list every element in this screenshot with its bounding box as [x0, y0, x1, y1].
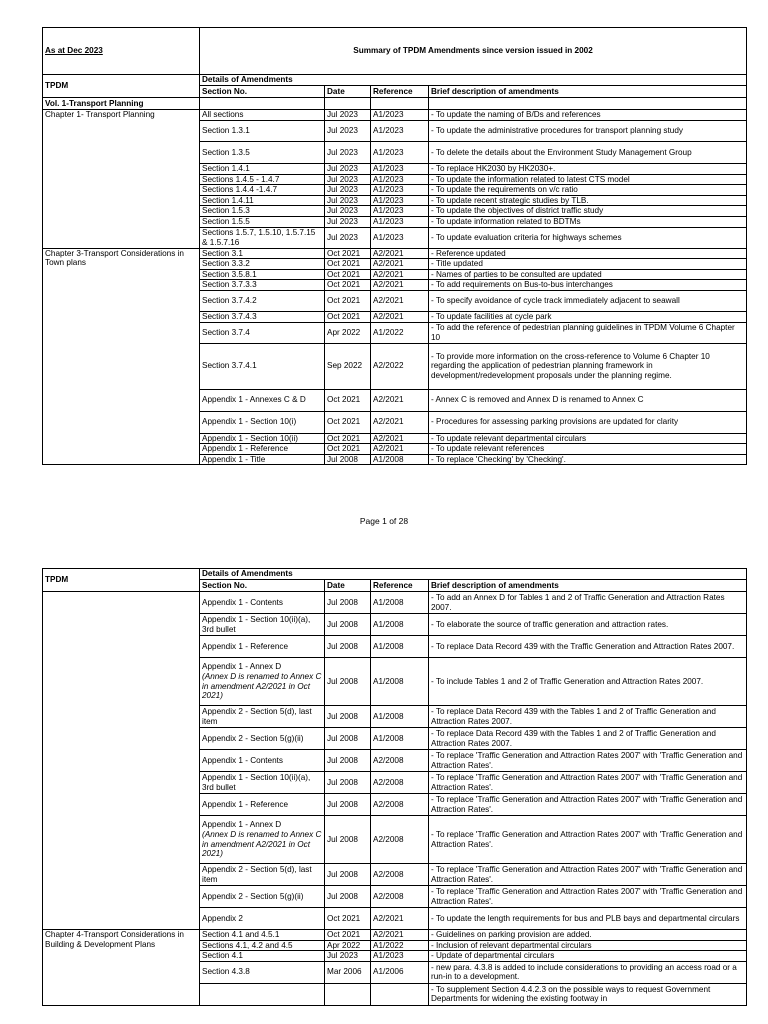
- date-cell: Jul 2008: [325, 794, 371, 816]
- date-cell: Jul 2008: [325, 816, 371, 864]
- reference-cell: A1/2008: [371, 614, 429, 636]
- section-cell: [200, 411, 325, 433]
- description-cell: - To update the requirements on v/c ratio: [429, 185, 747, 196]
- section-no: Appendix 2 - Section 5(g)(ii): [202, 733, 304, 743]
- description-cell: - To update the objectives of district traffic study: [429, 206, 747, 217]
- col-date-header: Date: [325, 86, 371, 98]
- section-cell: [200, 248, 325, 259]
- reference-cell: A1/2008: [371, 592, 429, 614]
- description-cell: - To update the length requirements for bus and PLB bays and departmental circulars: [429, 908, 747, 930]
- section-cell: [200, 728, 325, 750]
- reference-cell: A1/2023: [371, 110, 429, 121]
- description-cell: - Update of departmental circulars: [429, 951, 747, 962]
- date-cell: Jul 2023: [325, 195, 371, 206]
- description-cell: - To update relevant departmental circulars: [429, 433, 747, 444]
- date-cell: Jul 2023: [325, 227, 371, 248]
- section-cell: [200, 269, 325, 280]
- description-cell: - Inclusion of relevant departmental circulars: [429, 940, 747, 951]
- date-cell: Sep 2022: [325, 343, 371, 389]
- table-row: [43, 592, 747, 614]
- section-no: Section 1.4.1: [202, 164, 250, 173]
- date-cell: Jul 2008: [325, 454, 371, 465]
- description-cell: - To add requirements on Bus-to-bus interchanges: [429, 280, 747, 291]
- description-cell: - To replace 'Traffic Generation and Attraction Rates 2007' with 'Traffic Generation and Attraction Rates'.: [429, 864, 747, 886]
- reference-cell: A1/2008: [371, 706, 429, 728]
- col-reference-header: Reference: [371, 580, 429, 592]
- date-cell: Jul 2023: [325, 951, 371, 962]
- description-cell: - To add an Annex D for Tables 1 and 2 of Traffic Generation and Attraction Rates 2007.: [429, 592, 747, 614]
- col-section-header: Section No.: [200, 580, 325, 592]
- col-tpdm-header: TPDM: [43, 569, 200, 592]
- section-cell: [200, 658, 325, 706]
- section-cell: [200, 706, 325, 728]
- reference-cell: A2/2021: [371, 411, 429, 433]
- description-cell: - To delete the details about the Environment Study Management Group: [429, 142, 747, 164]
- reference-cell: A1/2023: [371, 164, 429, 175]
- reference-cell: A2/2008: [371, 772, 429, 794]
- section-cell: [200, 174, 325, 185]
- section-no: Appendix 1 - Reference: [202, 799, 289, 809]
- section-no: Section 3.1: [202, 248, 243, 258]
- section-no: Appendix 1 - Reference: [202, 444, 289, 454]
- date-cell: Jul 2008: [325, 636, 371, 658]
- section-no: Section 1.3.1: [202, 126, 250, 136]
- reference-cell: A1/2023: [371, 216, 429, 227]
- section-cell: [200, 389, 325, 411]
- section-no: Section 3.7.4.2: [202, 296, 257, 306]
- section-no: Appendix 1 - Reference: [202, 641, 289, 651]
- section-no: Appendix 1 - Annex D: [202, 820, 282, 830]
- description-cell: - To replace 'Traffic Generation and Attraction Rates 2007' with 'Traffic Generation and Attraction Rates'.: [429, 886, 747, 908]
- reference-cell: A1/2023: [371, 951, 429, 962]
- chapter-label: Chapter 4-Transport Considerations in Building & Development Plans: [43, 930, 200, 1006]
- description-cell: - To provide more information on the cross-reference to Volume 6 Chapter 10 regarding the application of pedestrian planning framework in development/redevelopment proposals under the planning regime.: [429, 343, 747, 389]
- section-no: Appendix 1 - Section 10(ii)(a), 3rd bullet: [202, 614, 311, 634]
- description-cell: - To replace HK2030 by HK2030+.: [429, 164, 747, 175]
- reference-cell: A1/2023: [371, 206, 429, 217]
- description-cell: - To update the naming of B/Ds and references: [429, 110, 747, 121]
- col-tpdm-header: TPDM: [43, 75, 200, 98]
- date-cell: Jul 2008: [325, 772, 371, 794]
- date-cell: Jul 2023: [325, 185, 371, 196]
- date-cell: Oct 2021: [325, 259, 371, 270]
- description-cell: - Title updated: [429, 259, 747, 270]
- section-cell: [200, 121, 325, 142]
- description-cell: - To replace Data Record 439 with the Tables 1 and 2 of Traffic Generation and Attraction Rates 2007.: [429, 728, 747, 750]
- date-cell: Apr 2022: [325, 940, 371, 951]
- date-cell: Jul 2023: [325, 174, 371, 185]
- date-cell: Jul 2008: [325, 592, 371, 614]
- section-cell: [200, 290, 325, 311]
- volume-heading: Vol. 1-Transport Planning: [43, 98, 200, 110]
- section-no: Section 4.3.8: [202, 967, 250, 977]
- section-no: Appendix 2 - Section 5(g)(ii): [202, 891, 304, 901]
- section-no: Section 3.7.4.3: [202, 311, 257, 321]
- description-cell: - Reference updated: [429, 248, 747, 259]
- reference-cell: A2/2021: [371, 248, 429, 259]
- col-reference-header: Reference: [371, 86, 429, 98]
- reference-cell: A1/2023: [371, 185, 429, 196]
- date-cell: Jul 2008: [325, 614, 371, 636]
- section-cell: [200, 864, 325, 886]
- date-cell: Jul 2008: [325, 886, 371, 908]
- col-date-header: Date: [325, 580, 371, 592]
- reference-cell: A2/2008: [371, 886, 429, 908]
- reference-cell: [371, 983, 429, 1005]
- section-cell: [200, 343, 325, 389]
- date-cell: Jul 2008: [325, 750, 371, 772]
- section-no: Appendix 1 - Contents: [202, 597, 284, 607]
- section-cell: [200, 206, 325, 217]
- reference-cell: A2/2008: [371, 750, 429, 772]
- section-cell: [200, 951, 325, 962]
- section-cell: [200, 311, 325, 322]
- reference-cell: A1/2008: [371, 454, 429, 465]
- description-cell: - Annex C is removed and Annex D is renamed to Annex C: [429, 389, 747, 411]
- col-description-header: Brief description of amendments: [429, 86, 747, 98]
- description-cell: - To update the administrative procedures for transport planning study: [429, 121, 747, 142]
- date-cell: Oct 2021: [325, 269, 371, 280]
- reference-cell: A1/2023: [371, 195, 429, 206]
- date-cell: Jul 2008: [325, 864, 371, 886]
- description-cell: - To specify avoidance of cycle track immediately adjacent to seawall: [429, 290, 747, 311]
- description-cell: - To replace 'Traffic Generation and Attraction Rates 2007' with 'Traffic Generation and Attraction Rates'.: [429, 772, 747, 794]
- section-no: Sections 1.4.5 - 1.4.7: [202, 174, 280, 184]
- chapter-label: Chapter 3-Transport Considerations in Town plans: [43, 248, 200, 465]
- section-no: Section 3.3.2: [202, 259, 250, 269]
- reference-cell: A1/2023: [371, 121, 429, 142]
- date-cell: Oct 2021: [325, 444, 371, 455]
- description-cell: - To update evaluation criteria for highways schemes: [429, 227, 747, 248]
- description-cell: - To update the information related to latest CTS model: [429, 174, 747, 185]
- section-cell: [200, 164, 325, 175]
- reference-cell: A2/2008: [371, 816, 429, 864]
- page-title: Summary of TPDM Amendments since version issued in 2002: [200, 28, 747, 75]
- section-cell: [200, 227, 325, 248]
- section-no: Section 1.5.5: [202, 216, 250, 226]
- section-no: Appendix 1 - Section 10(ii): [202, 433, 299, 443]
- section-no: Sections 1.4.4 -1.4.7: [202, 185, 278, 195]
- section-cell: [200, 772, 325, 794]
- col-section-header: Section No.: [200, 86, 325, 98]
- chapter-label: Chapter 1- Transport Planning: [43, 110, 200, 249]
- section-no: Appendix 1 - Section 10(ii)(a), 3rd bullet: [202, 772, 311, 792]
- section-cell: [200, 110, 325, 121]
- chapter-cell: [43, 592, 200, 930]
- section-no: Section 3.5.8.1: [202, 269, 257, 279]
- description-cell: - To replace 'Traffic Generation and Attraction Rates 2007' with 'Traffic Generation and Attraction Rates'.: [429, 816, 747, 864]
- table-row: [43, 930, 747, 941]
- date-cell: Oct 2021: [325, 280, 371, 291]
- reference-cell: A2/2021: [371, 930, 429, 941]
- description-cell: - To replace 'Checking' by 'Checking'.: [429, 454, 747, 465]
- date-cell: Jul 2023: [325, 110, 371, 121]
- reference-cell: A2/2021: [371, 389, 429, 411]
- reference-cell: A2/2021: [371, 290, 429, 311]
- reference-cell: A1/2023: [371, 174, 429, 185]
- section-cell: [200, 454, 325, 465]
- date-cell: Oct 2021: [325, 389, 371, 411]
- section-cell: [200, 794, 325, 816]
- col-details-header: Details of Amendments: [200, 75, 747, 86]
- section-no: Section 4.1: [202, 951, 243, 961]
- date-cell: Jul 2008: [325, 706, 371, 728]
- date-cell: Jul 2023: [325, 164, 371, 175]
- date-cell: Jul 2008: [325, 728, 371, 750]
- description-cell: - Guidelines on parking provision are added.: [429, 930, 747, 941]
- table-row: [43, 110, 747, 121]
- reference-cell: A1/2023: [371, 227, 429, 248]
- section-cell: [200, 930, 325, 941]
- section-note: (Annex D is renamed to Annex C in amendment A2/2021 in Oct 2021): [202, 671, 322, 701]
- date-cell: Jul 2023: [325, 121, 371, 142]
- description-cell: - To include Tables 1 and 2 of Traffic Generation and Attraction Rates 2007.: [429, 658, 747, 706]
- description-cell: - Names of parties to be consulted are updated: [429, 269, 747, 280]
- reference-cell: A2/2021: [371, 444, 429, 455]
- description-cell: - Procedures for assessing parking provisions are updated for clarity: [429, 411, 747, 433]
- reference-cell: A2/2021: [371, 311, 429, 322]
- reference-cell: A1/2008: [371, 728, 429, 750]
- section-no: Appendix 1 - Title: [202, 454, 266, 464]
- section-cell: [200, 614, 325, 636]
- date-cell: Oct 2021: [325, 411, 371, 433]
- reference-cell: A2/2021: [371, 280, 429, 291]
- description-cell: - new para. 4.3.8 is added to include considerations to providing an access road or a run-in to a development.: [429, 961, 747, 983]
- date-cell: Oct 2021: [325, 908, 371, 930]
- reference-cell: A1/2006: [371, 961, 429, 983]
- description-cell: - To replace 'Traffic Generation and Attraction Rates 2007' with 'Traffic Generation and Attraction Rates'.: [429, 750, 747, 772]
- description-cell: - To update information related to BDTMs: [429, 216, 747, 227]
- date-cell: Oct 2021: [325, 311, 371, 322]
- description-cell: - To elaborate the source of traffic generation and attraction rates.: [429, 614, 747, 636]
- section-no: Appendix 1 - Contents: [202, 755, 284, 765]
- section-cell: [200, 636, 325, 658]
- table-row: [43, 248, 747, 259]
- section-cell: [200, 908, 325, 930]
- reference-cell: A2/2008: [371, 794, 429, 816]
- description-cell: - To update recent strategic studies by TLB.: [429, 195, 747, 206]
- section-no: Appendix 1 - Section 10(i): [202, 417, 297, 427]
- section-no: Appendix 2 - Section 5(d), last item: [202, 706, 312, 726]
- section-cell: [200, 940, 325, 951]
- section-no: Section 3.7.4: [202, 327, 250, 337]
- reference-cell: A1/2022: [371, 322, 429, 343]
- amendments-table-page-1: [42, 27, 747, 465]
- page-number: Page 1 of 28: [359, 516, 409, 526]
- description-cell: - To update relevant references: [429, 444, 747, 455]
- section-cell: [200, 816, 325, 864]
- description-cell: - To add the reference of pedestrian planning guidelines in TPDM Volume 6 Chapter 10: [429, 322, 747, 343]
- section-cell: [200, 195, 325, 206]
- description-cell: - To replace 'Traffic Generation and Attraction Rates 2007' with 'Traffic Generation and Attraction Rates'.: [429, 794, 747, 816]
- reference-cell: A2/2021: [371, 908, 429, 930]
- reference-cell: A2/2021: [371, 259, 429, 270]
- reference-cell: A1/2008: [371, 636, 429, 658]
- section-no: Appendix 2: [202, 913, 243, 923]
- col-details-header: Details of Amendments: [200, 569, 747, 580]
- section-no: Appendix 1 - Annexes C & D: [202, 395, 306, 405]
- section-no: Section 3.7.3.3: [202, 280, 257, 290]
- section-cell: [200, 961, 325, 983]
- description-cell: - To update facilities at cycle park: [429, 311, 747, 322]
- date-cell: Oct 2021: [325, 248, 371, 259]
- section-note: (Annex D is renamed to Annex C in amendment A2/2021 in Oct 2021): [202, 829, 322, 859]
- date-cell: Apr 2022: [325, 322, 371, 343]
- date-cell: Jul 2023: [325, 206, 371, 217]
- description-cell: - To supplement Section 4.4.2.3 on the possible ways to request Government Departments for widening the existing footway in: [429, 983, 747, 1005]
- section-no: Sections 1.5.7, 1.5.10, 1.5.7.15 & 1.5.7.16: [202, 227, 316, 247]
- date-cell: Oct 2021: [325, 433, 371, 444]
- section-cell: [200, 142, 325, 164]
- as-at-date: As at Dec 2023: [43, 28, 200, 75]
- section-cell: [200, 216, 325, 227]
- section-cell: [200, 592, 325, 614]
- section-cell: [200, 750, 325, 772]
- section-no: Section 1.3.5: [202, 147, 250, 157]
- reference-cell: A2/2022: [371, 343, 429, 389]
- date-cell: Jul 2023: [325, 216, 371, 227]
- date-cell: Oct 2021: [325, 930, 371, 941]
- section-no: Sections 4.1, 4.2 and 4.5: [202, 940, 293, 950]
- section-cell: [200, 322, 325, 343]
- section-no: Section 3.7.4.1: [202, 361, 257, 371]
- date-cell: Jul 2008: [325, 658, 371, 706]
- section-no: Section 4.1 and 4.5.1: [202, 930, 280, 939]
- section-no: Section 1.4.11: [202, 195, 254, 205]
- section-cell: [200, 983, 325, 1005]
- reference-cell: A1/2022: [371, 940, 429, 951]
- section-no: Appendix 1 - Annex D: [202, 662, 282, 672]
- section-cell: [200, 185, 325, 196]
- description-cell: - To replace Data Record 439 with the Traffic Generation and Attraction Rates 2007.: [429, 636, 747, 658]
- reference-cell: A1/2023: [371, 142, 429, 164]
- section-cell: [200, 280, 325, 291]
- section-no: Appendix 2 - Section 5(d), last item: [202, 864, 312, 884]
- date-cell: Oct 2021: [325, 290, 371, 311]
- reference-cell: A1/2008: [371, 658, 429, 706]
- description-cell: - To replace Data Record 439 with the Tables 1 and 2 of Traffic Generation and Attraction Rates 2007.: [429, 706, 747, 728]
- reference-cell: A2/2008: [371, 864, 429, 886]
- section-no: All sections: [202, 110, 244, 120]
- date-cell: [325, 983, 371, 1005]
- section-cell: [200, 886, 325, 908]
- col-description-header: Brief description of amendments: [429, 580, 747, 592]
- reference-cell: A2/2021: [371, 269, 429, 280]
- date-cell: Jul 2023: [325, 142, 371, 164]
- reference-cell: A2/2021: [371, 433, 429, 444]
- section-no: Section 1.5.3: [202, 206, 250, 216]
- section-cell: [200, 433, 325, 444]
- amendments-table-page-2: [42, 568, 747, 1006]
- date-cell: Mar 2006: [325, 961, 371, 983]
- section-cell: [200, 259, 325, 270]
- section-cell: [200, 444, 325, 455]
